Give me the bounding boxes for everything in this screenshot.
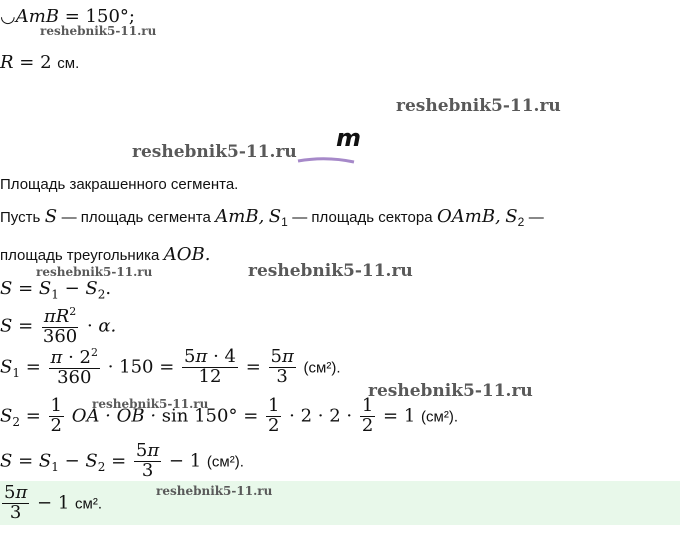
point-m-label: m (336, 124, 362, 152)
watermark: reshebnik5-11.ru (132, 142, 297, 162)
watermark: reshebnik5-11.ru (92, 397, 209, 411)
watermark: reshebnik5-11.ru (40, 24, 157, 38)
watermark: reshebnik5-11.ru (368, 381, 533, 401)
answer-highlight (0, 481, 680, 525)
given-radius: R = 2 см. (0, 52, 80, 73)
figure-fragment (296, 124, 366, 168)
definition-line-2: площадь треугольника AOB. (0, 244, 211, 265)
watermark: reshebnik5-11.ru (36, 265, 153, 279)
equation-s-difference: $S = S_1 - S_2$. (0, 278, 112, 302)
equation-s1: $S_1$ = $\frac{\pi \cdot 2^2}{360}$ · 150 = $\frac{5\pi \cdot 4}{12}$ = $\frac{5\pi}{3}$ (см²). (0, 346, 341, 388)
final-answer: $\frac{5\pi}{3}$ − 1 см². (4, 482, 102, 523)
equation-s2: $S_2$ = $\frac{1}{2}$ OA · OB · sin 150° = $\frac{1}{2}$ · 2 · 2 · $\frac{1}{2}$ = 1 (см²). (0, 395, 459, 436)
watermark: reshebnik5-11.ru (248, 261, 413, 281)
watermark: reshebnik5-11.ru (396, 96, 561, 116)
equation-s-result: $S = S_1 - S_2$ = $\frac{5\pi}{3}$ − 1 (см²). (0, 440, 244, 481)
definition-line-1: Пусть S — площадь сегмента AmB, $S_1$ — площадь сектора OAmB, $S_2$ — (0, 206, 544, 230)
equation-sector-formula: S = $\frac{\pi R^2}{360}$ · α. (0, 305, 117, 347)
watermark: reshebnik5-11.ru (156, 484, 273, 498)
arc-stroke (296, 128, 366, 168)
given-arc: ◡AmB = 150°; (0, 6, 135, 27)
task-statement: Площадь закрашенного сегмента. (0, 176, 239, 193)
